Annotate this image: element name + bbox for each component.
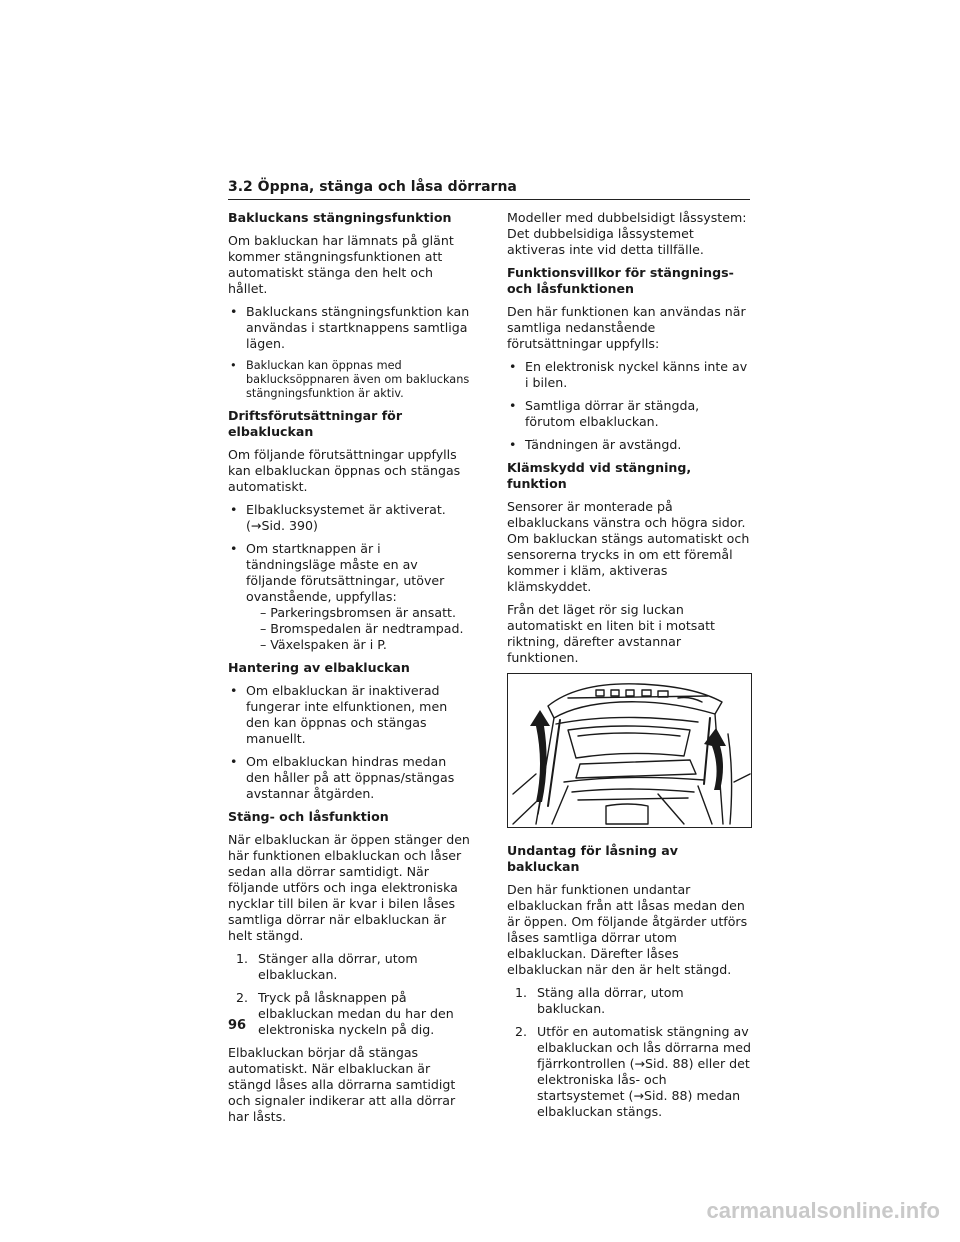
item-text: Stäng alla dörrar, utom bakluckan. xyxy=(537,985,684,1016)
left-column xyxy=(228,210,470,1132)
bullet-item: • Elbaklucksystemet är aktiverat. (→Sid. 390) xyxy=(228,502,470,534)
bullet-text: • Om startknappen är i tändningsläge måste en av följande förutsättningar, utöver ovanstående, uppfyllas: xyxy=(246,541,445,604)
paragraph: När elbakluckan är öppen stänger den här funktionen elbakluckan och låser sedan alla dörrar samtidigt. När följande utförs och inga elektroniska nycklar till bilen är kvar i bilen låses samtliga dörrar när elbakluckan är helt stängd. xyxy=(228,832,470,943)
item-number: 1. xyxy=(236,951,249,966)
bullet-item: • Bakluckan kan öppnas med baklucksöppnaren även om bakluckans stängningsfunktion är aktiv. xyxy=(228,359,470,401)
paragraph: Om följande förutsättningar uppfylls kan elbakluckan öppnas och stängas automatiskt. xyxy=(228,447,461,494)
bullet-item: • Tändningen är avstängd. xyxy=(507,437,752,453)
heading-function-conditions: Funktionsvillkor för stängnings- och låsfunktionen xyxy=(507,265,734,296)
item-number: 2. xyxy=(515,1024,528,1039)
bullet-item: • Om elbakluckan är inaktiverad fungerar inte elfunktionen, men den kan öppnas och stängas manuellt. xyxy=(228,683,470,747)
item-number: 1. xyxy=(515,985,528,1000)
heading-operating-conditions: Driftsförutsättningar för elbakluckan xyxy=(228,408,403,439)
bullet-item: • En elektronisk nyckel känns inte av i bilen. xyxy=(507,359,752,391)
heading-closing-function: Bakluckans stängningsfunktion xyxy=(228,210,452,225)
section-header xyxy=(228,178,750,200)
bullet-item: • Om elbakluckan hindras medan den håller på att öppnas/stängas avstannar åtgärden. xyxy=(228,754,470,802)
bullet-item xyxy=(228,541,470,653)
paragraph: Elbakluckan börjar då stängas automatiskt. När elbakluckan är stängd låses alla dörrarna samtidigt och signaler indikerar att alla dörrar har låsts. xyxy=(228,1045,456,1124)
bullet-item: • Samtliga dörrar är stängda, förutom elbakluckan. xyxy=(507,398,752,430)
item-number: 2. xyxy=(236,990,249,1005)
paragraph: Den här funktionen undantar elbakluckan från att låsas medan den är öppen. Om följande åtgärder utförs låses samtliga dörrar utom elbakluckan. Därefter låses elbakluckan när den är helt stängd. xyxy=(507,882,748,977)
item-text: Tryck på låsknappen på elbakluckan medan du har den elektroniska nyckeln på dig. xyxy=(258,990,454,1037)
paragraph: Den här funktionen kan användas när samtliga nedanstående förutsättningar uppfylls: xyxy=(507,304,746,351)
paragraph: Om bakluckan har lämnats på glänt kommer stängningsfunktionen att automatiskt stänga den helt och hållet. xyxy=(228,233,454,296)
paragraph: Från det läget rör sig luckan automatiskt en liten bit i motsatt riktning, därefter avstannar funktionen. xyxy=(507,602,715,665)
paragraph: Modeller med dubbelsidigt låssystem: Det dubbelsidiga låssystemet aktiveras inte vid detta tillfälle. xyxy=(507,210,747,257)
numbered-item xyxy=(236,951,470,983)
sub-item: – Parkeringsbromsen är ansatt. xyxy=(260,605,456,620)
sub-item: – Växelspaken är i P. xyxy=(260,637,387,652)
sub-item: – Bromspedalen är nedtrampad. xyxy=(260,621,464,636)
item-text: Utför en automatisk stängning av elbakluckan och lås dörrarna med fjärrkontrollen (→Sid. 88) eller det elektroniska lås- och startsystemet (→Sid. 88) medan elbakluckan stängs. xyxy=(537,1024,752,1119)
numbered-item xyxy=(236,990,470,1038)
numbered-item xyxy=(515,985,752,1017)
heading-jam-protection: Klämskydd vid stängning, funktion xyxy=(507,460,692,491)
heading-lock-exception: Undantag för låsning av bakluckan xyxy=(507,843,678,874)
heading-close-and-lock: Stäng- och låsfunktion xyxy=(228,809,389,824)
paragraph: Sensorer är monterade på elbakluckans vänstra och högra sidor. Om bakluckan stängs automatiskt och sensorerna trycks in om ett föremål kommer i kläm, aktiveras klämskyddet. xyxy=(507,499,750,594)
section-title: 3.2 Öppna, stänga och låsa dörrarna xyxy=(228,179,517,195)
watermark: carmanualsonline.info xyxy=(706,1198,940,1223)
numbered-item xyxy=(515,1024,752,1120)
tailgate-sensor-illustration xyxy=(507,673,752,828)
right-column xyxy=(507,210,752,1127)
heading-handling: Hantering av elbakluckan xyxy=(228,660,410,675)
page-number: 96 xyxy=(228,1018,247,1033)
bullet-item: • Bakluckans stängningsfunktion kan användas i startknappens samtliga lägen. xyxy=(228,304,470,352)
item-text: Stänger alla dörrar, utom elbakluckan. xyxy=(258,951,418,982)
car-rear-open-tailgate-icon xyxy=(508,674,751,827)
